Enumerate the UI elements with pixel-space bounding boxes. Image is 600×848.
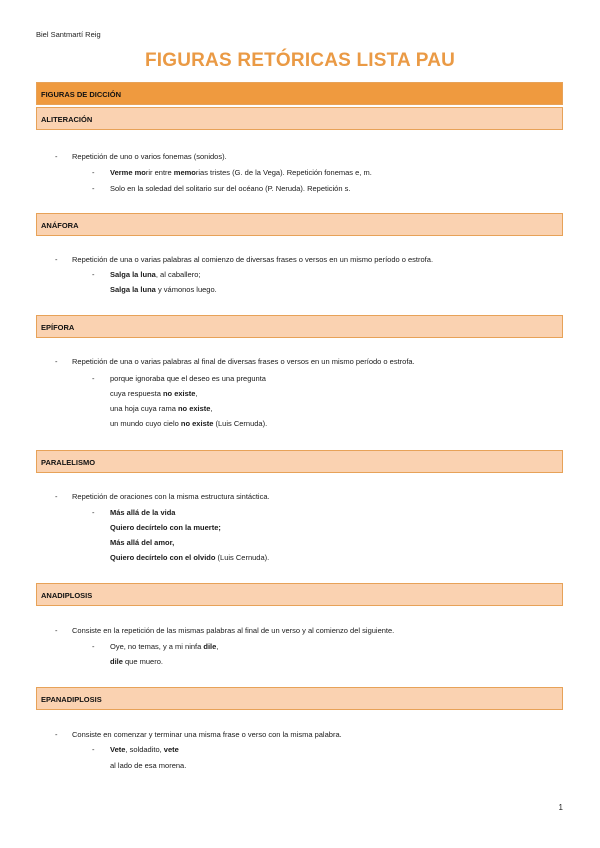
- bullet-dash: -: [55, 730, 58, 739]
- example-aliteracion-2: Solo en la soledad del solitario sur del océano (P. Neruda). Repetición s.: [110, 184, 351, 193]
- example-epifora-4: un mundo cuyo cielo no existe (Luis Cernuda).: [110, 419, 268, 428]
- section-header-anadiplosis: ANADIPLOSIS: [36, 583, 563, 606]
- bullet-dash: -: [92, 270, 95, 279]
- bullet-dash: -: [55, 152, 58, 161]
- example-paralelismo-4: Quiero decírtelo con el olvido (Luis Cernuda).: [110, 553, 270, 562]
- definition-anadiplosis: Consiste en la repetición de las mismas palabras al final de un verso y al comienzo del siguiente.: [72, 626, 395, 635]
- example-epanadiplosis-2: al lado de esa morena.: [110, 761, 187, 770]
- example-epifora-3: una hoja cuya rama no existe,: [110, 404, 213, 413]
- bullet-dash: -: [92, 745, 95, 754]
- bullet-dash: -: [55, 255, 58, 264]
- example-anadiplosis-2: dile que muero.: [110, 657, 163, 666]
- section-header-paralelismo: PARALELISMO: [36, 450, 563, 473]
- bullet-dash: -: [55, 492, 58, 501]
- definition-anafora: Repetición de una o varias palabras al comienzo de diversas frases o versos en un mismo período o estrofa.: [72, 255, 434, 264]
- example-paralelismo-2: Quiero decírtelo con la muerte;: [110, 523, 221, 532]
- page-title: FIGURAS RETÓRICAS LISTA PAU: [144, 50, 456, 71]
- section-header-epifora: EPÍFORA: [36, 315, 563, 338]
- author-name: Biel Santmartí Reig: [36, 30, 101, 39]
- bullet-dash: -: [92, 508, 95, 517]
- bullet-dash: -: [55, 357, 58, 366]
- definition-paralelismo: Repetición de oraciones con la misma estructura sintáctica.: [72, 492, 270, 501]
- definition-epanadiplosis: Consiste en comenzar y terminar una misma frase o verso con la misma palabra.: [72, 730, 342, 739]
- example-anadiplosis-1: Oye, no temas, y a mi ninfa dile,: [110, 642, 219, 651]
- example-epanadiplosis-1: Vete, soldadito, vete: [110, 745, 179, 754]
- example-aliteracion-1: Verme morir entre memorias tristes (G. de la Vega). Repetición fonemas e, m.: [110, 168, 372, 177]
- example-epifora-2: cuya respuesta no existe,: [110, 389, 198, 398]
- section-header-anafora: ANÁFORA: [36, 213, 563, 236]
- section-header-epanadiplosis: EPANADIPLOSIS: [36, 687, 563, 710]
- bullet-dash: -: [55, 626, 58, 635]
- example-paralelismo-3: Más allá del amor,: [110, 538, 175, 547]
- bullet-dash: -: [92, 642, 95, 651]
- bullet-dash: -: [92, 168, 95, 177]
- page-number: 1: [558, 803, 563, 812]
- example-epifora-1: porque ignoraba que el deseo es una pregunta: [110, 374, 266, 383]
- bullet-dash: -: [92, 184, 95, 193]
- example-anafora-1: Salga la luna, al caballero;: [110, 270, 201, 279]
- section-header-aliteracion: ALITERACIÓN: [36, 107, 563, 130]
- bullet-dash: -: [92, 374, 95, 383]
- main-section-header: FIGURAS DE DICCIÓN: [36, 82, 563, 105]
- definition-epifora: Repetición de una o varias palabras al final de diversas frases o versos en un mismo período o estrofa.: [72, 357, 415, 366]
- example-anafora-2: Salga la luna y vámonos luego.: [110, 285, 217, 294]
- example-paralelismo-1: Más allá de la vida: [110, 508, 176, 517]
- definition-aliteracion: Repetición de uno o varios fonemas (sonidos).: [72, 152, 227, 161]
